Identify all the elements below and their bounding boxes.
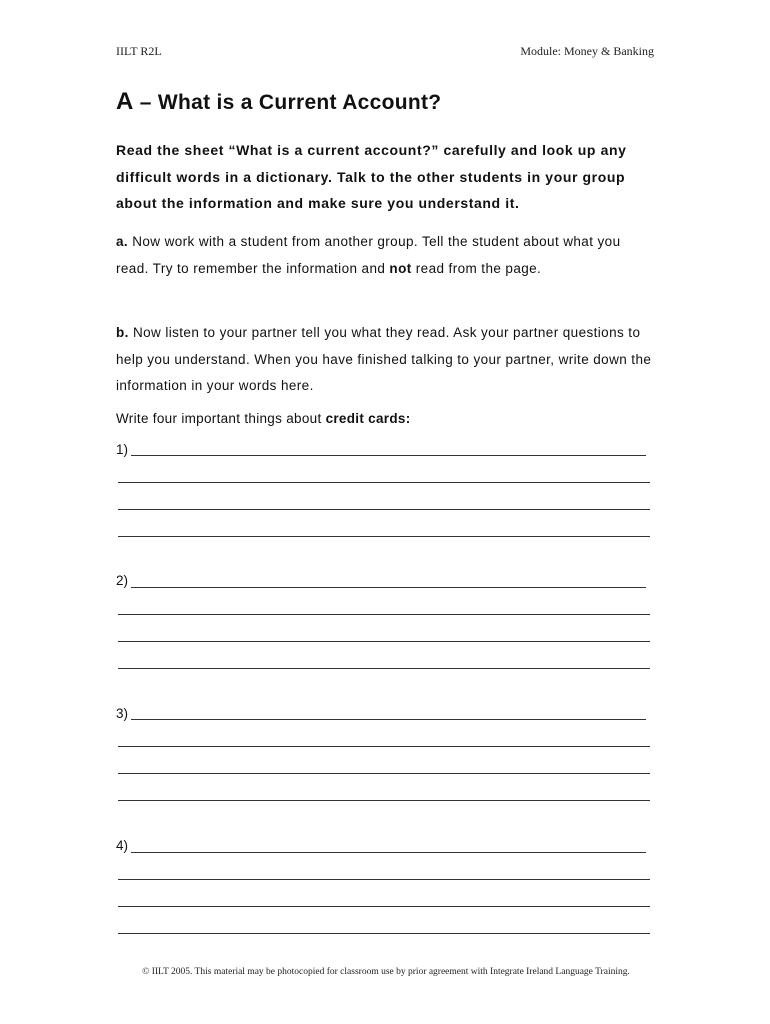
answer-3-line-3[interactable] bbox=[118, 773, 650, 774]
answer-2-line-3[interactable] bbox=[118, 641, 650, 642]
instruction-a-text2: read from the page. bbox=[411, 260, 542, 276]
answer-1-number: 1) bbox=[116, 442, 129, 457]
answer-1-line-4[interactable] bbox=[118, 536, 650, 537]
instruction-b-label: b. bbox=[116, 325, 129, 340]
instruction-a-label: a. bbox=[116, 234, 129, 249]
instruction-a bbox=[116, 229, 656, 282]
answer-2-number: 2) bbox=[116, 573, 129, 588]
answer-2-line-4[interactable] bbox=[118, 668, 650, 669]
answer-1-line-2[interactable] bbox=[118, 482, 650, 483]
page-title bbox=[116, 88, 441, 116]
answer-4-line-4[interactable] bbox=[118, 933, 650, 934]
answer-2-line-2[interactable] bbox=[118, 614, 650, 615]
header-left: IILT R2L bbox=[116, 44, 162, 58]
intro-instructions: Read the sheet “What is a current account?” carefully and look up any difficult words in a dictionary. Talk to the other students in your group about the information and make sure you understand it. bbox=[116, 142, 627, 211]
prompt-text: Write four important things about bbox=[116, 411, 326, 426]
instruction-b-text: Now listen to your partner tell you what they read. Ask your partner questions to help you understand. When you have finished talking to your partner, write down the information in your words here. bbox=[116, 325, 652, 393]
instruction-a-emphasis: not bbox=[389, 260, 412, 276]
instruction-b bbox=[116, 320, 656, 400]
answer-4-line-3[interactable] bbox=[118, 906, 650, 907]
copyright-footer: © IILT 2005. This material may be photocopied for classroom use by prior agreement with Integrate Ireland Language Training. bbox=[142, 967, 630, 977]
answer-2-line-1[interactable] bbox=[131, 587, 646, 588]
answer-3-line-1[interactable] bbox=[131, 719, 646, 720]
answer-1-line-1[interactable] bbox=[131, 455, 646, 456]
answer-3-number: 3) bbox=[116, 706, 129, 721]
header-right: Module: Money & Banking bbox=[520, 44, 654, 58]
writing-prompt bbox=[116, 411, 411, 426]
answer-1-line-3[interactable] bbox=[118, 509, 650, 510]
answer-3-line-4[interactable] bbox=[118, 800, 650, 801]
page-header bbox=[116, 44, 654, 60]
instruction-a-text1: Now work with a student from another group. Tell the student about what you read. Try to remember the information and bbox=[116, 234, 621, 276]
answer-4-line-1[interactable] bbox=[131, 852, 646, 853]
answer-4-number: 4) bbox=[116, 838, 129, 853]
prompt-emphasis: credit cards: bbox=[325, 411, 411, 426]
title-letter: A bbox=[116, 88, 134, 115]
answer-4-line-2[interactable] bbox=[118, 879, 650, 880]
title-rest: – What is a Current Account? bbox=[133, 91, 442, 114]
answer-3-line-2[interactable] bbox=[118, 746, 650, 747]
